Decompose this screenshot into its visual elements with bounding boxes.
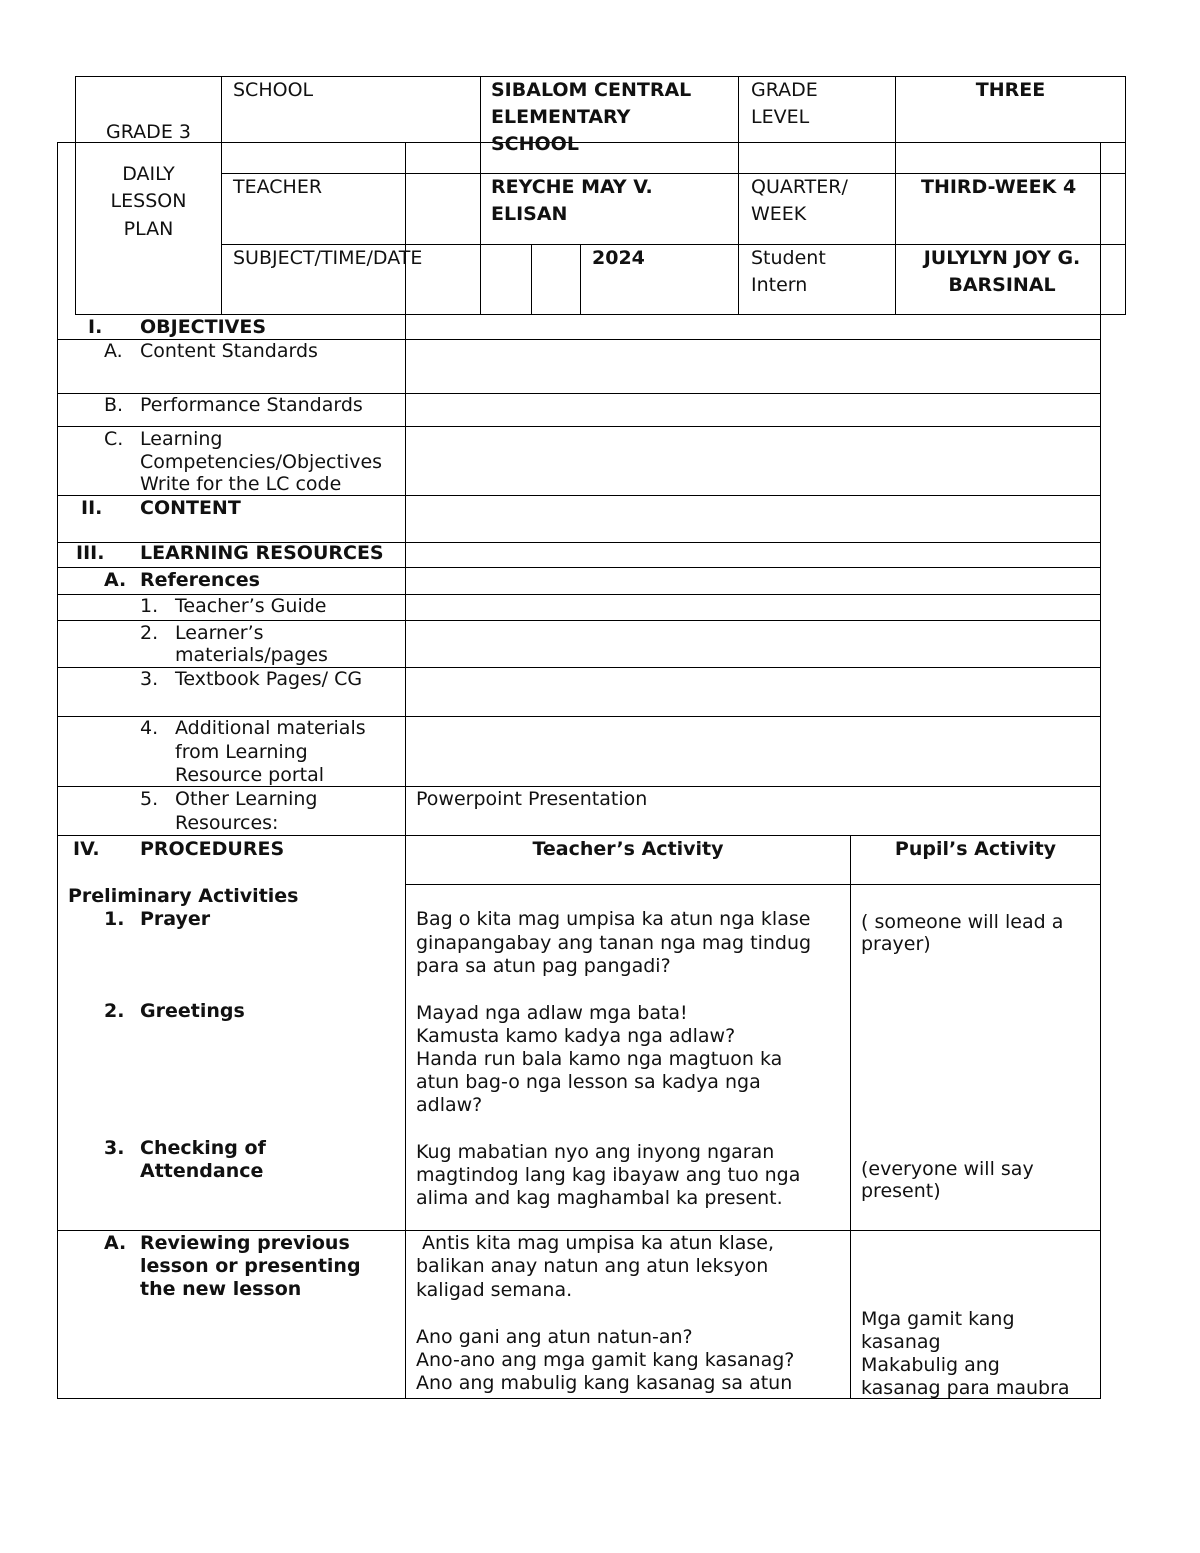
- item-number: B.: [104, 394, 124, 416]
- intern-value: BARSINAL: [948, 274, 1056, 296]
- item-number: A.: [104, 569, 127, 591]
- dlp-title-line: DAILY: [122, 163, 175, 185]
- resource-label: Additional materials: [175, 717, 366, 739]
- grid-line: [580, 244, 581, 315]
- teacher-activity-line: para sa atun pag pangadi?: [416, 955, 671, 977]
- competencies-label: Competencies/Objectives: [140, 451, 383, 473]
- quarter-label: WEEK: [751, 203, 807, 225]
- competencies-label: Learning: [140, 428, 223, 450]
- grid-line: [1125, 76, 1126, 315]
- teacher-activity-line: Bag o kita mag umpisa ka atun nga klase: [416, 908, 811, 930]
- references-label: References: [140, 569, 260, 591]
- competencies-label: Write for the LC code: [140, 473, 342, 495]
- grid-line: [57, 835, 1101, 836]
- teacher-activity-line: magtindog lang kag ibayaw ang tuo nga: [416, 1164, 801, 1186]
- teacher-activity-line: kaligad semana.: [416, 1279, 573, 1301]
- grade-level-label: GRADE: [751, 79, 818, 101]
- section-number: II.: [81, 497, 103, 519]
- teacher-activity-line: Ano ang mabulig kang kasanag sa atun: [416, 1372, 793, 1394]
- section-title: LEARNING RESOURCES: [140, 542, 384, 564]
- year-value: 2024: [592, 247, 645, 269]
- section-number: I.: [88, 316, 103, 338]
- grid-line: [221, 244, 1126, 245]
- section-title: PROCEDURES: [140, 838, 285, 860]
- grid-line: [738, 76, 739, 315]
- section-number: IV.: [73, 838, 100, 860]
- resource-label: Other Learning: [175, 788, 318, 810]
- intern-label: Intern: [751, 274, 808, 296]
- resource-label: materials/pages: [175, 644, 328, 666]
- preliminary-activities-label: Preliminary Activities: [68, 885, 299, 907]
- grid-line: [57, 142, 58, 1399]
- teacher-activity-line: alima and kag maghambal ka present.: [416, 1187, 783, 1209]
- review-label: lesson or presenting: [140, 1255, 361, 1277]
- dlp-title-line: PLAN: [123, 218, 174, 240]
- step-label: Attendance: [140, 1160, 264, 1182]
- grid-line: [405, 884, 1101, 885]
- grade-level-value: THREE: [975, 79, 1046, 101]
- dlp-title-line: LESSON: [110, 190, 187, 212]
- section-title: OBJECTIVES: [140, 316, 267, 338]
- teacher-activity-line: Kug mabatian nyo ang inyong ngaran: [416, 1141, 775, 1163]
- resource-label: from Learning: [175, 741, 308, 763]
- subject-label: SUBJECT/TIME/DATE: [233, 247, 423, 269]
- step-label: Checking of: [140, 1137, 266, 1159]
- resource-number: 3.: [140, 668, 159, 690]
- step-number: 1.: [104, 908, 125, 930]
- quarter-label: QUARTER/: [751, 176, 848, 198]
- resource-value: Powerpoint Presentation: [416, 788, 648, 810]
- grid-line: [1100, 142, 1101, 1399]
- item-number: A.: [104, 1232, 127, 1254]
- teacher-activity-line: Antis kita mag umpisa ka atun klase,: [416, 1232, 775, 1254]
- resource-label: Teacher’s Guide: [175, 595, 327, 617]
- grid-line: [221, 173, 1126, 174]
- resource-label: Resource portal: [175, 764, 325, 786]
- grid-line: [850, 835, 851, 1399]
- resource-label: Resources:: [175, 812, 279, 834]
- pupil-activity-header: Pupil’s Activity: [894, 838, 1057, 860]
- school-label: SCHOOL: [233, 79, 314, 101]
- teacher-activity-line: adlaw?: [416, 1094, 483, 1116]
- content-standards-label: Content Standards: [140, 340, 318, 362]
- teacher-activity-line: ginapangabay ang tanan nga mag tindug: [416, 932, 812, 954]
- grade-level-label: LEVEL: [751, 106, 810, 128]
- pupil-activity-line: (everyone will say: [861, 1158, 1034, 1180]
- item-number: C.: [104, 428, 124, 450]
- grid-line: [405, 142, 406, 315]
- teacher-activity-line: Kamusta kamo kadya nga adlaw?: [416, 1025, 736, 1047]
- pupil-activity-line: prayer): [861, 933, 931, 955]
- grid-line: [480, 76, 481, 315]
- review-label: the new lesson: [140, 1278, 302, 1300]
- pupil-activity-line: kasanag: [861, 1331, 941, 1353]
- review-label: Reviewing previous: [140, 1232, 350, 1254]
- pupil-activity-line: present): [861, 1180, 941, 1202]
- pupil-activity-line: kasanag para maubra: [861, 1377, 1070, 1399]
- pupil-activity-line: ( someone will lead a: [861, 911, 1064, 933]
- performance-standards-label: Performance Standards: [140, 394, 363, 416]
- school-value: SIBALOM CENTRAL: [491, 79, 692, 101]
- step-label: Prayer: [140, 908, 211, 930]
- intern-value: JULYLYN JOY G.: [923, 247, 1081, 269]
- section-title: CONTENT: [140, 497, 241, 519]
- grid-line: [221, 76, 222, 315]
- teacher-activity-line: Ano gani ang atun natun-an?: [416, 1326, 693, 1348]
- quarter-value: THIRD-WEEK 4: [921, 176, 1077, 198]
- teacher-activity-line: Ano-ano ang mga gamit kang kasanag?: [416, 1349, 795, 1371]
- resource-number: 1.: [140, 595, 159, 617]
- resource-label: Textbook Pages/ CG: [175, 668, 363, 690]
- teacher-activity-line: Mayad nga adlaw mga bata!: [416, 1002, 688, 1024]
- resource-number: 2.: [140, 622, 159, 644]
- resource-number: 5.: [140, 788, 159, 810]
- school-value: SCHOOL: [491, 133, 579, 155]
- grid-line: [75, 76, 1126, 77]
- teacher-value: REYCHE MAY V.: [491, 176, 653, 198]
- teacher-value: ELISAN: [491, 203, 568, 225]
- teacher-activity-header: Teacher’s Activity: [532, 838, 724, 860]
- grid-line: [531, 244, 532, 315]
- step-number: 3.: [104, 1137, 125, 1159]
- pupil-activity-line: Mga gamit kang: [861, 1308, 1015, 1330]
- pupil-activity-line: Makabulig ang: [861, 1354, 1000, 1376]
- teacher-activity-line: Handa run bala kamo nga magtuon ka: [416, 1048, 783, 1070]
- teacher-activity-line: balikan anay natun ang atun leksyon: [416, 1255, 769, 1277]
- resource-number: 4.: [140, 717, 159, 739]
- item-number: A.: [104, 340, 123, 362]
- school-value: ELEMENTARY: [491, 106, 631, 128]
- step-label: Greetings: [140, 1000, 245, 1022]
- section-number: III.: [76, 542, 105, 564]
- teacher-activity-line: atun bag-o nga lesson sa kadya nga: [416, 1071, 761, 1093]
- teacher-label: TEACHER: [233, 176, 323, 198]
- intern-label: Student: [751, 247, 826, 269]
- resource-label: Learner’s: [175, 622, 264, 644]
- grade-title: GRADE 3: [106, 121, 191, 143]
- step-number: 2.: [104, 1000, 125, 1022]
